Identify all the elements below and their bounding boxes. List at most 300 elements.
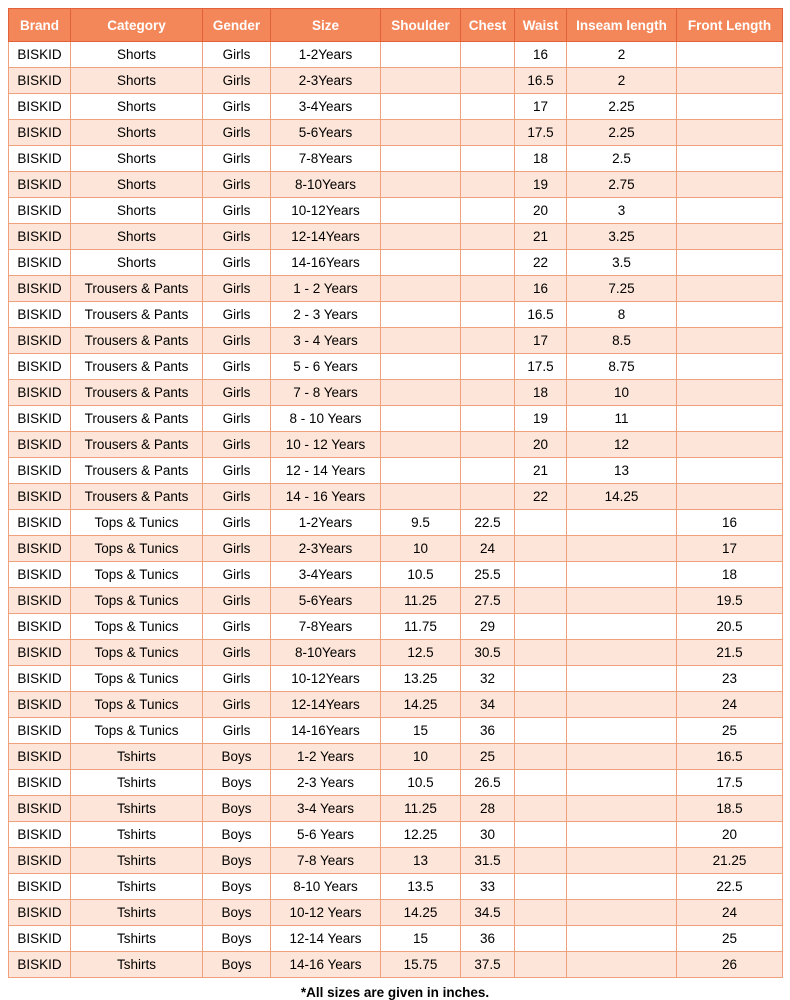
table-cell: Trousers & Pants bbox=[71, 406, 203, 432]
table-cell: 3-4Years bbox=[271, 94, 381, 120]
table-row bbox=[9, 406, 783, 432]
table-cell: Trousers & Pants bbox=[71, 380, 203, 406]
column-header: Waist bbox=[515, 9, 567, 42]
table-cell bbox=[381, 224, 461, 250]
table-row bbox=[9, 172, 783, 198]
table-cell: 21 bbox=[515, 224, 567, 250]
table-cell: 8.5 bbox=[567, 328, 677, 354]
table-cell bbox=[381, 354, 461, 380]
table-cell: BISKID bbox=[9, 900, 71, 926]
table-cell: Shorts bbox=[71, 224, 203, 250]
table-cell: Girls bbox=[203, 198, 271, 224]
table-cell: Trousers & Pants bbox=[71, 276, 203, 302]
table-cell bbox=[515, 952, 567, 978]
column-header: Brand bbox=[9, 9, 71, 42]
table-cell: Tops & Tunics bbox=[71, 692, 203, 718]
table-cell bbox=[567, 536, 677, 562]
table-cell: Boys bbox=[203, 848, 271, 874]
table-cell: 19 bbox=[515, 172, 567, 198]
table-cell: 5-6 Years bbox=[271, 822, 381, 848]
table-cell: Girls bbox=[203, 588, 271, 614]
table-cell: 10 bbox=[567, 380, 677, 406]
table-cell: 36 bbox=[461, 718, 515, 744]
table-cell: 14.25 bbox=[381, 692, 461, 718]
table-row bbox=[9, 666, 783, 692]
table-cell: BISKID bbox=[9, 510, 71, 536]
table-cell: 10-12Years bbox=[271, 198, 381, 224]
table-cell bbox=[381, 328, 461, 354]
table-cell bbox=[677, 250, 783, 276]
table-cell: 26.5 bbox=[461, 770, 515, 796]
table-cell: Shorts bbox=[71, 42, 203, 68]
table-cell bbox=[515, 770, 567, 796]
table-cell: 29 bbox=[461, 614, 515, 640]
table-cell: 25 bbox=[461, 744, 515, 770]
table-cell: Tshirts bbox=[71, 900, 203, 926]
table-cell: 24 bbox=[461, 536, 515, 562]
table-cell: 20 bbox=[515, 198, 567, 224]
table-cell bbox=[677, 458, 783, 484]
table-cell: 14-16Years bbox=[271, 250, 381, 276]
table-body bbox=[9, 42, 783, 978]
table-row bbox=[9, 484, 783, 510]
table-cell bbox=[381, 406, 461, 432]
table-row bbox=[9, 224, 783, 250]
table-cell: Tops & Tunics bbox=[71, 510, 203, 536]
table-cell: 1-2 Years bbox=[271, 744, 381, 770]
table-cell: BISKID bbox=[9, 380, 71, 406]
table-cell bbox=[677, 328, 783, 354]
table-cell bbox=[567, 926, 677, 952]
table-cell: 9.5 bbox=[381, 510, 461, 536]
table-cell: Girls bbox=[203, 640, 271, 666]
table-cell: BISKID bbox=[9, 198, 71, 224]
table-cell: 17.5 bbox=[515, 354, 567, 380]
table-cell: Girls bbox=[203, 718, 271, 744]
table-row bbox=[9, 718, 783, 744]
table-row bbox=[9, 250, 783, 276]
table-cell bbox=[567, 692, 677, 718]
table-cell: 5-6Years bbox=[271, 120, 381, 146]
table-cell: BISKID bbox=[9, 926, 71, 952]
table-cell: Tops & Tunics bbox=[71, 562, 203, 588]
table-cell: 11.25 bbox=[381, 588, 461, 614]
table-cell: 2.25 bbox=[567, 120, 677, 146]
table-cell: Girls bbox=[203, 510, 271, 536]
table-cell: Boys bbox=[203, 952, 271, 978]
table-cell: BISKID bbox=[9, 224, 71, 250]
table-cell bbox=[567, 614, 677, 640]
table-cell: Girls bbox=[203, 536, 271, 562]
table-cell: BISKID bbox=[9, 120, 71, 146]
table-cell: BISKID bbox=[9, 458, 71, 484]
table-cell bbox=[567, 666, 677, 692]
table-cell: 14 - 16 Years bbox=[271, 484, 381, 510]
table-cell: BISKID bbox=[9, 484, 71, 510]
table-cell bbox=[381, 484, 461, 510]
table-cell: BISKID bbox=[9, 94, 71, 120]
table-cell: 12.5 bbox=[381, 640, 461, 666]
table-cell: BISKID bbox=[9, 302, 71, 328]
table-cell: Boys bbox=[203, 822, 271, 848]
table-cell: 34 bbox=[461, 692, 515, 718]
table-cell bbox=[461, 432, 515, 458]
table-cell: 14.25 bbox=[381, 900, 461, 926]
table-cell bbox=[567, 822, 677, 848]
table-row bbox=[9, 770, 783, 796]
table-cell: 5 - 6 Years bbox=[271, 354, 381, 380]
table-cell bbox=[677, 302, 783, 328]
table-cell: BISKID bbox=[9, 68, 71, 94]
table-cell: Tops & Tunics bbox=[71, 666, 203, 692]
table-row bbox=[9, 198, 783, 224]
table-row bbox=[9, 796, 783, 822]
table-cell: 21.5 bbox=[677, 640, 783, 666]
table-cell bbox=[461, 328, 515, 354]
table-cell: Girls bbox=[203, 172, 271, 198]
table-cell: 12-14Years bbox=[271, 692, 381, 718]
table-cell: 7-8Years bbox=[271, 146, 381, 172]
table-cell bbox=[381, 250, 461, 276]
table-cell: 8 - 10 Years bbox=[271, 406, 381, 432]
table-cell bbox=[567, 900, 677, 926]
table-cell: 2-3Years bbox=[271, 536, 381, 562]
table-row bbox=[9, 952, 783, 978]
table-cell: 2.5 bbox=[567, 146, 677, 172]
table-cell: 7-8 Years bbox=[271, 848, 381, 874]
table-cell: 25 bbox=[677, 926, 783, 952]
table-cell: 10.5 bbox=[381, 770, 461, 796]
table-cell bbox=[677, 354, 783, 380]
table-cell: 17.5 bbox=[677, 770, 783, 796]
table-cell: 21 bbox=[515, 458, 567, 484]
table-row bbox=[9, 510, 783, 536]
table-cell: Boys bbox=[203, 744, 271, 770]
table-cell bbox=[461, 42, 515, 68]
table-cell bbox=[381, 302, 461, 328]
table-cell: Girls bbox=[203, 614, 271, 640]
column-header: Chest bbox=[461, 9, 515, 42]
table-cell bbox=[567, 796, 677, 822]
size-chart-table bbox=[8, 8, 783, 978]
table-cell: 32 bbox=[461, 666, 515, 692]
table-cell: 27.5 bbox=[461, 588, 515, 614]
table-cell: 25 bbox=[677, 718, 783, 744]
table-cell: Tops & Tunics bbox=[71, 718, 203, 744]
table-cell: 10 bbox=[381, 536, 461, 562]
table-cell: 33 bbox=[461, 874, 515, 900]
table-cell: 11.25 bbox=[381, 796, 461, 822]
table-cell: Girls bbox=[203, 250, 271, 276]
table-cell: 17 bbox=[515, 328, 567, 354]
table-cell: Boys bbox=[203, 770, 271, 796]
table-cell bbox=[381, 42, 461, 68]
table-row bbox=[9, 588, 783, 614]
table-cell: Shorts bbox=[71, 120, 203, 146]
table-cell: 10.5 bbox=[381, 562, 461, 588]
table-cell: 19 bbox=[515, 406, 567, 432]
table-cell bbox=[461, 172, 515, 198]
table-cell: 8-10Years bbox=[271, 640, 381, 666]
table-cell bbox=[515, 692, 567, 718]
table-cell: BISKID bbox=[9, 536, 71, 562]
table-cell: BISKID bbox=[9, 666, 71, 692]
table-cell: 1-2Years bbox=[271, 510, 381, 536]
column-header: Front Length bbox=[677, 9, 783, 42]
table-cell: 8-10Years bbox=[271, 172, 381, 198]
table-cell bbox=[461, 458, 515, 484]
table-cell: Tshirts bbox=[71, 874, 203, 900]
table-cell: 26 bbox=[677, 952, 783, 978]
table-cell: BISKID bbox=[9, 172, 71, 198]
table-cell bbox=[567, 874, 677, 900]
table-cell: Girls bbox=[203, 354, 271, 380]
table-cell: Shorts bbox=[71, 146, 203, 172]
table-cell: Girls bbox=[203, 302, 271, 328]
table-cell bbox=[567, 718, 677, 744]
table-cell: 24 bbox=[677, 692, 783, 718]
table-row bbox=[9, 68, 783, 94]
table-cell: 7-8Years bbox=[271, 614, 381, 640]
table-cell: Girls bbox=[203, 692, 271, 718]
table-cell: 31.5 bbox=[461, 848, 515, 874]
table-cell: 12 - 14 Years bbox=[271, 458, 381, 484]
table-cell bbox=[677, 380, 783, 406]
table-cell: Shorts bbox=[71, 198, 203, 224]
table-cell bbox=[677, 276, 783, 302]
table-cell: 3 bbox=[567, 198, 677, 224]
table-row bbox=[9, 614, 783, 640]
table-cell: 16 bbox=[677, 510, 783, 536]
table-cell: Tshirts bbox=[71, 770, 203, 796]
table-cell: 13.5 bbox=[381, 874, 461, 900]
table-cell: 16 bbox=[515, 42, 567, 68]
table-cell: 3-4Years bbox=[271, 562, 381, 588]
table-cell: Tshirts bbox=[71, 822, 203, 848]
table-cell: Boys bbox=[203, 796, 271, 822]
table-cell: 8-10 Years bbox=[271, 874, 381, 900]
table-cell: BISKID bbox=[9, 432, 71, 458]
table-cell: 16.5 bbox=[515, 302, 567, 328]
table-cell bbox=[515, 640, 567, 666]
table-cell bbox=[461, 484, 515, 510]
table-cell bbox=[515, 744, 567, 770]
table-cell: BISKID bbox=[9, 796, 71, 822]
table-cell: 22.5 bbox=[677, 874, 783, 900]
table-cell: Trousers & Pants bbox=[71, 302, 203, 328]
table-cell: 22 bbox=[515, 250, 567, 276]
table-cell: BISKID bbox=[9, 848, 71, 874]
table-cell: 1 - 2 Years bbox=[271, 276, 381, 302]
table-row bbox=[9, 536, 783, 562]
table-cell: Boys bbox=[203, 900, 271, 926]
table-cell: 20 bbox=[677, 822, 783, 848]
table-cell: 14-16Years bbox=[271, 718, 381, 744]
table-cell bbox=[677, 198, 783, 224]
table-cell: 3.5 bbox=[567, 250, 677, 276]
header-row bbox=[9, 9, 783, 42]
table-row bbox=[9, 848, 783, 874]
table-cell: 16.5 bbox=[677, 744, 783, 770]
table-cell: 24 bbox=[677, 900, 783, 926]
table-cell: Girls bbox=[203, 68, 271, 94]
table-cell bbox=[515, 900, 567, 926]
table-cell: Trousers & Pants bbox=[71, 432, 203, 458]
table-cell: 20.5 bbox=[677, 614, 783, 640]
table-cell: Girls bbox=[203, 562, 271, 588]
table-cell: 14-16 Years bbox=[271, 952, 381, 978]
table-cell: 12.25 bbox=[381, 822, 461, 848]
table-cell bbox=[567, 562, 677, 588]
table-cell bbox=[567, 952, 677, 978]
table-cell: 10-12Years bbox=[271, 666, 381, 692]
table-cell: 19.5 bbox=[677, 588, 783, 614]
table-row bbox=[9, 354, 783, 380]
table-cell: 2 bbox=[567, 42, 677, 68]
table-cell: 3-4 Years bbox=[271, 796, 381, 822]
table-cell: BISKID bbox=[9, 588, 71, 614]
table-cell: 2.25 bbox=[567, 94, 677, 120]
table-row bbox=[9, 146, 783, 172]
table-cell bbox=[381, 432, 461, 458]
table-cell: Boys bbox=[203, 874, 271, 900]
table-row bbox=[9, 94, 783, 120]
table-cell: 7.25 bbox=[567, 276, 677, 302]
table-cell: BISKID bbox=[9, 354, 71, 380]
table-cell: Trousers & Pants bbox=[71, 458, 203, 484]
table-cell: BISKID bbox=[9, 822, 71, 848]
table-cell: 12-14 Years bbox=[271, 926, 381, 952]
table-cell bbox=[677, 406, 783, 432]
table-cell: 17 bbox=[515, 94, 567, 120]
table-cell: BISKID bbox=[9, 952, 71, 978]
table-cell: 13.25 bbox=[381, 666, 461, 692]
table-cell: 25.5 bbox=[461, 562, 515, 588]
table-cell: 12-14Years bbox=[271, 224, 381, 250]
table-cell bbox=[461, 68, 515, 94]
table-cell: 36 bbox=[461, 926, 515, 952]
table-cell bbox=[567, 588, 677, 614]
column-header: Shoulder bbox=[381, 9, 461, 42]
table-cell bbox=[515, 666, 567, 692]
table-cell bbox=[461, 146, 515, 172]
table-cell bbox=[677, 432, 783, 458]
table-cell bbox=[515, 848, 567, 874]
table-cell: BISKID bbox=[9, 718, 71, 744]
table-cell: 10 bbox=[381, 744, 461, 770]
table-cell: Tops & Tunics bbox=[71, 614, 203, 640]
table-cell: BISKID bbox=[9, 276, 71, 302]
table-cell bbox=[567, 640, 677, 666]
table-cell: 22.5 bbox=[461, 510, 515, 536]
table-cell: BISKID bbox=[9, 640, 71, 666]
column-header: Size bbox=[271, 9, 381, 42]
table-cell: 3.25 bbox=[567, 224, 677, 250]
table-cell bbox=[381, 94, 461, 120]
table-cell: 3 - 4 Years bbox=[271, 328, 381, 354]
column-header: Gender bbox=[203, 9, 271, 42]
table-cell: BISKID bbox=[9, 250, 71, 276]
footnote: *All sizes are given in inches. bbox=[300, 985, 490, 1000]
table-cell: 23 bbox=[677, 666, 783, 692]
table-cell: 17 bbox=[677, 536, 783, 562]
table-cell: Trousers & Pants bbox=[71, 484, 203, 510]
table-cell: Girls bbox=[203, 458, 271, 484]
table-row bbox=[9, 926, 783, 952]
table-cell: 21.25 bbox=[677, 848, 783, 874]
table-cell: BISKID bbox=[9, 42, 71, 68]
table-cell: Girls bbox=[203, 42, 271, 68]
table-cell: 16 bbox=[515, 276, 567, 302]
table-row bbox=[9, 692, 783, 718]
table-cell: 2-3 Years bbox=[271, 770, 381, 796]
table-cell bbox=[461, 198, 515, 224]
table-cell bbox=[381, 68, 461, 94]
table-cell: 18 bbox=[515, 146, 567, 172]
table-cell: 16.5 bbox=[515, 68, 567, 94]
table-row bbox=[9, 302, 783, 328]
table-cell: 10-12 Years bbox=[271, 900, 381, 926]
table-row bbox=[9, 328, 783, 354]
table-cell bbox=[677, 146, 783, 172]
table-cell bbox=[461, 250, 515, 276]
table-row bbox=[9, 640, 783, 666]
table-cell: 2 - 3 Years bbox=[271, 302, 381, 328]
table-cell: 18.5 bbox=[677, 796, 783, 822]
table-cell bbox=[461, 302, 515, 328]
column-header: Inseam length bbox=[567, 9, 677, 42]
table-cell: 15 bbox=[381, 926, 461, 952]
table-cell bbox=[515, 874, 567, 900]
table-cell: BISKID bbox=[9, 692, 71, 718]
table-cell: Shorts bbox=[71, 94, 203, 120]
table-cell bbox=[381, 380, 461, 406]
table-cell: 30.5 bbox=[461, 640, 515, 666]
table-cell: Tshirts bbox=[71, 952, 203, 978]
table-cell bbox=[677, 94, 783, 120]
table-row bbox=[9, 874, 783, 900]
table-cell bbox=[677, 68, 783, 94]
table-cell: BISKID bbox=[9, 614, 71, 640]
table-cell: BISKID bbox=[9, 874, 71, 900]
table-cell: 18 bbox=[677, 562, 783, 588]
table-cell: Girls bbox=[203, 328, 271, 354]
table-cell: Trousers & Pants bbox=[71, 354, 203, 380]
table-cell bbox=[567, 744, 677, 770]
table-cell bbox=[381, 120, 461, 146]
table-cell: Tshirts bbox=[71, 848, 203, 874]
table-row bbox=[9, 432, 783, 458]
table-cell: Girls bbox=[203, 120, 271, 146]
table-cell: Girls bbox=[203, 94, 271, 120]
table-cell bbox=[515, 796, 567, 822]
table-cell bbox=[461, 120, 515, 146]
table-cell: 7 - 8 Years bbox=[271, 380, 381, 406]
table-cell bbox=[677, 120, 783, 146]
table-row bbox=[9, 120, 783, 146]
table-cell: Girls bbox=[203, 432, 271, 458]
table-cell: BISKID bbox=[9, 744, 71, 770]
table-cell bbox=[515, 926, 567, 952]
table-cell: 28 bbox=[461, 796, 515, 822]
table-row bbox=[9, 42, 783, 68]
table-cell bbox=[677, 42, 783, 68]
table-cell: 2.75 bbox=[567, 172, 677, 198]
table-cell: Trousers & Pants bbox=[71, 328, 203, 354]
table-cell: 11 bbox=[567, 406, 677, 432]
table-cell bbox=[461, 380, 515, 406]
table-cell: Shorts bbox=[71, 172, 203, 198]
